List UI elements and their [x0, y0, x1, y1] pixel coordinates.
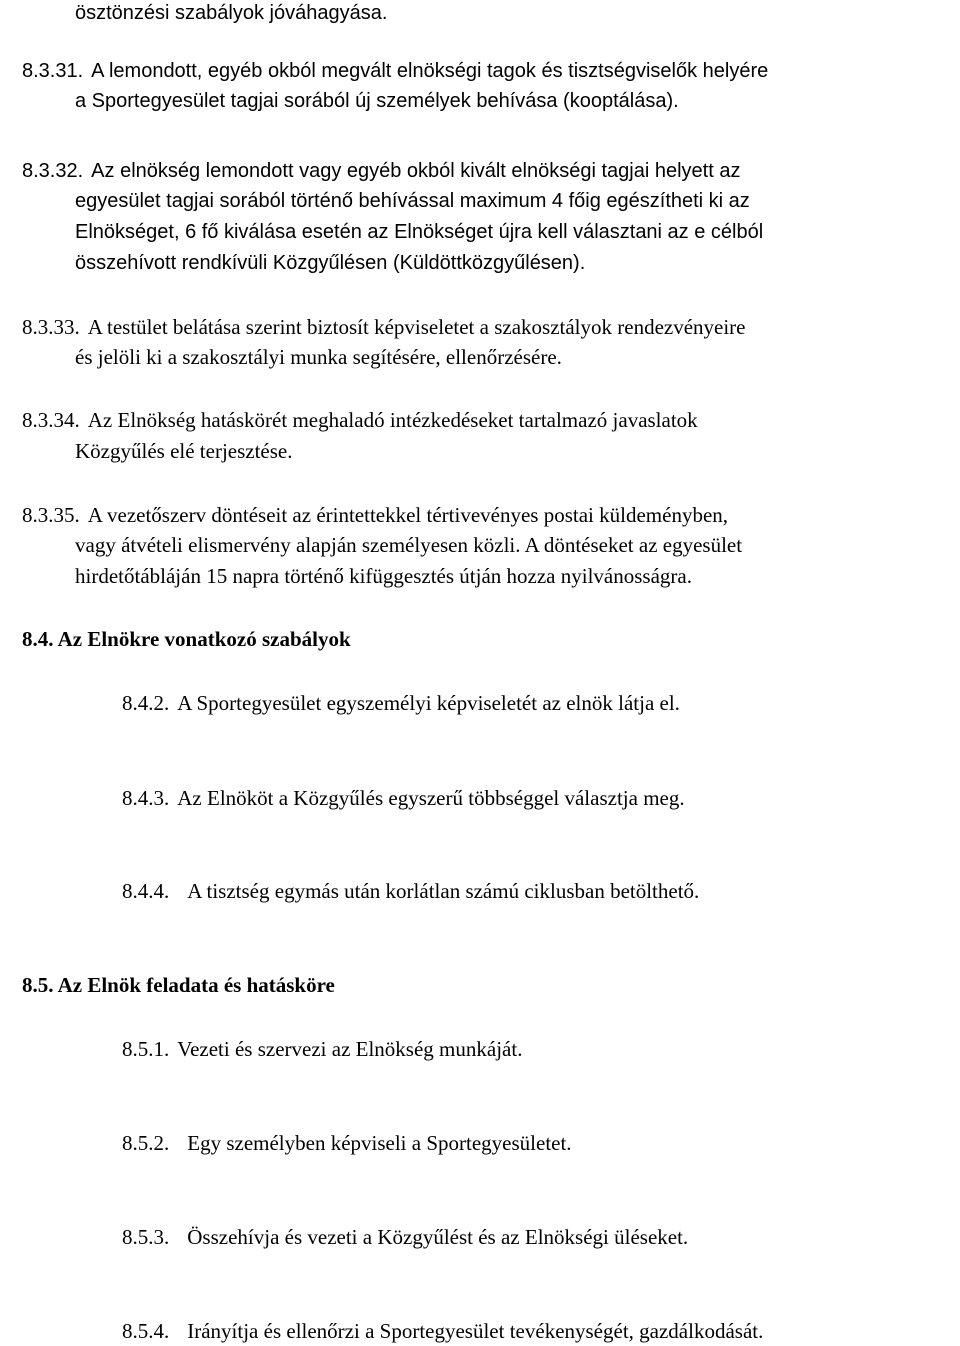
item-text: Vezeti és szervezi az Elnökség munkáját. — [177, 1037, 523, 1061]
item-text: A tisztség egymás után korlátlan számú ciklusban betölthető. — [187, 879, 700, 903]
paragraph-8-3-35-line-2: vagy átvételi elismervény alapján személyesen közli. A döntéseket az egyesület — [75, 533, 743, 557]
paragraph-8-3-34-line-1 — [22, 405, 698, 435]
item-8-5-3 — [122, 1222, 688, 1252]
paragraph-8-3-33-line-2: és jelöli ki a szakosztályi munka segítésére, ellenőrzésére. — [75, 345, 562, 369]
paragraph-text: A lemondott, egyéb okból megvált elnökségi tagok és tisztségviselők helyére — [91, 60, 769, 82]
item-text: Az Elnököt a Közgyűlés egyszerű többséggel választja meg. — [177, 786, 685, 810]
paragraph-number: 8.3.32. — [22, 160, 84, 182]
item-number: 8.5.1. — [122, 1037, 170, 1061]
paragraph-8-3-33-line-1 — [22, 312, 746, 342]
paragraph-text: Az Elnökség hatáskörét meghaladó intézkedéseket tartalmazó javaslatok — [87, 408, 698, 432]
item-number: 8.4.3. — [122, 786, 170, 810]
item-text: A Sportegyesület egyszemélyi képviseletét az elnök látja el. — [177, 691, 680, 715]
paragraph-number: 8.3.33. — [22, 315, 80, 339]
item-8-5-1 — [122, 1034, 522, 1064]
paragraph-8-3-32-line-4: összehívott rendkívüli Közgyűlésen (Küldöttközgyűlésen). — [75, 252, 586, 274]
paragraph-8-3-35-line-1 — [22, 500, 728, 530]
paragraph-number: 8.3.31. — [22, 60, 84, 82]
paragraph-number: 8.3.34. — [22, 408, 80, 432]
item-number: 8.5.3. — [122, 1225, 170, 1249]
item-number: 8.5.4. — [122, 1319, 170, 1343]
paragraph-8-3-32-line-3: Elnökséget, 6 fő kiválása esetén az Elnökséget újra kell választani az e célból — [75, 221, 764, 243]
item-number: 8.5.2. — [122, 1131, 170, 1155]
item-8-5-2 — [122, 1128, 572, 1158]
item-text: Irányítja és ellenőrzi a Sportegyesület tevékenységét, gazdálkodását. — [187, 1319, 764, 1343]
paragraph-8-3-30-tail: ösztönzési szabályok jóváhagyása. — [75, 2, 388, 24]
item-8-4-2 — [122, 688, 680, 718]
paragraph-text: A testület belátása szerint biztosít képviseletet a szakosztályok rendezvényeire — [87, 315, 746, 339]
item-number: 8.4.4. — [122, 879, 170, 903]
item-8-4-4 — [122, 876, 699, 906]
item-8-4-3 — [122, 783, 685, 813]
paragraph-8-3-35-line-3: hirdetőtábláján 15 napra történő kifüggesztés útján hozza nyilvánosságra. — [75, 564, 692, 588]
paragraph-8-3-34-line-2: Közgyűlés elé terjesztése. — [75, 439, 293, 463]
item-8-5-4 — [122, 1316, 763, 1346]
paragraph-text: A vezetőszerv döntéseit az érintettekkel tértivevényes postai küldeményben, — [87, 503, 729, 527]
item-number: 8.4.2. — [122, 691, 170, 715]
paragraph-text: Az elnökség lemondott vagy egyéb okból kivált elnökségi tagjai helyett az — [91, 160, 741, 182]
item-text: Egy személyben képviseli a Sportegyesületet. — [187, 1131, 572, 1155]
paragraph-number: 8.3.35. — [22, 503, 80, 527]
paragraph-8-3-31-line-1 — [22, 56, 768, 86]
paragraph-8-3-31-line-2: a Sportegyesület tagjai sorából új személyek behívása (kooptálása). — [75, 90, 679, 112]
item-text: Összehívja és vezeti a Közgyűlést és az Elnökségi üléseket. — [187, 1225, 689, 1249]
section-heading-8-4: 8.4. Az Elnökre vonatkozó szabályok — [22, 627, 351, 651]
paragraph-8-3-32-line-2: egyesület tagjai sorából történő behívással maximum 4 főig egészítheti ki az — [75, 190, 750, 212]
section-heading-8-5: 8.5. Az Elnök feladata és hatásköre — [22, 973, 335, 997]
paragraph-8-3-32-line-1 — [22, 156, 740, 186]
